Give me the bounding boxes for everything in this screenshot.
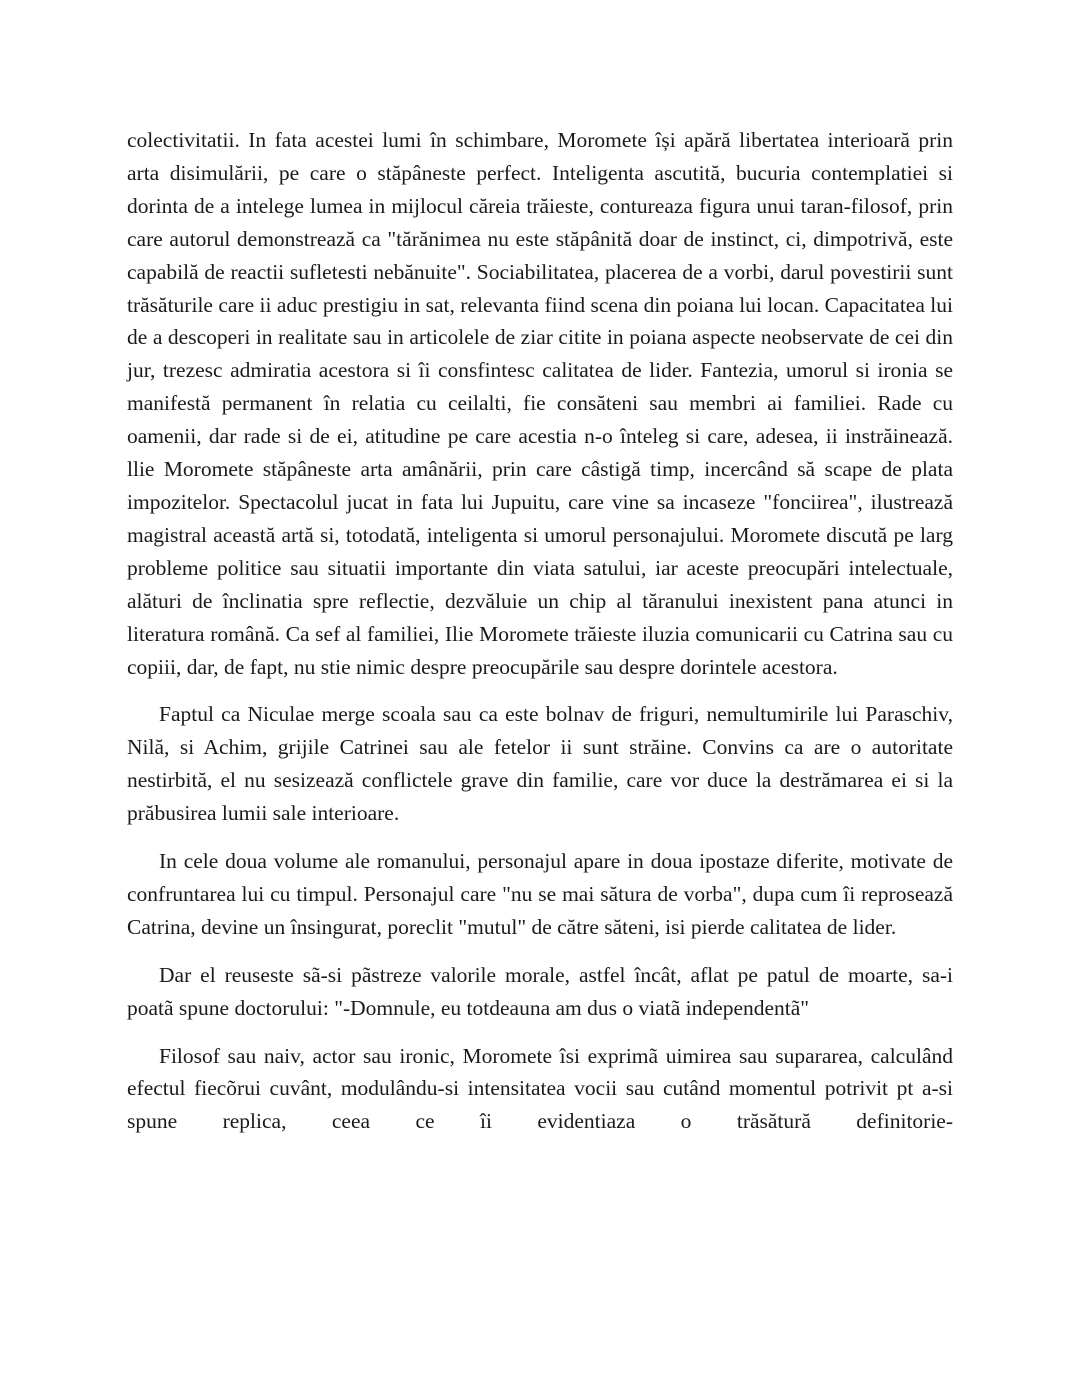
paragraph-1: colectivitatii. In fata acestei lumi în schimbare, Moromete își apără libertatea interioară prin arta disimulării, pe care o stăpâneste perfect. Inteligenta ascutită, bucuria contemplatiei si dorinta de a intelege lumea in mijlocul căreia trăieste, contureaza figura unui taran-filosof, prin care autorul demonstrează ca "tărănimea nu este stăpânită doar de instinct, ci, dimpotrivă, este capabilă de reactii sufletesti nebănuite". Sociabilitatea, placerea de a vorbi, darul povestirii sunt trăsăturile care ii aduc prestigiu in sat, relevanta fiind scena din poiana lui locan. Capacitatea lui de a descoperi in realitate sau in articolele de ziar citite in poiana aspecte neobservate de cei din jur, trezesc admiratia acestora si îi consfintesc calitatea de lider. Fantezia, umorul si ironia se manifestă permanent în relatia cu ceilalti, fie consăteni sau membri ai familiei. Rade cu oamenii, dar rade si de ei, atitudine pe care acestia n-o înteleg si care, adesea, ii instrăinează. llie Moromete stăpâneste arta amânării, prin care câstigă timp, incercând să scape de plata impozitelor. Spectacolul jucat in fata lui Jupuitu, care vine sa incaseze "fonciirea", ilustrează magistral această artă si, totodată, inteligenta si umorul personajului. Moromete discută pe larg probleme politice sau situatii importante din viata satului, iar aceste preocupări intelectuale, alături de înclinatia spre reflectie, dezvăluie un chip al tăranului inexistent pana atunci in literatura română. Ca sef al familiei, Ilie Moromete trăieste iluzia comunicarii cu Catrina sau cu copiii, dar, de fapt, nu stie nimic despre preocupările sau despre dorintele acestora. <box>127 128 953 679</box>
paragraph-5: Filosof sau naiv, actor sau ironic, Moromete îsi exprimã uimirea sau supararea, calculând efectul fiecõrui cuvânt, modulându-si intensitatea vocii sau cutând momentul potrivit pt a-si spune replica, ceea ce îi evidentiaza o trăsătură definitorie- <box>127 1043 953 1134</box>
document-page <box>127 124 953 1153</box>
paragraph-3: In cele doua volume ale romanului, personajul apare in doua ipostaze diferite, motivate de confruntarea lui cu timpul. Personajul care "nu se mai sătura de vorba", dupa cum îi reprosează Catrina, devine un însingurat, poreclit "mutul" de către săteni, isi pierde calitatea de lider. <box>127 849 953 939</box>
paragraph-4: Dar el reuseste sã-si pãstreze valorile morale, astfel încât, aflat pe patul de moarte, sa-i poatã spune doctorului: "-Domnule, eu totdeauna am dus o viatã independentã" <box>127 962 953 1020</box>
paragraph-2: Faptul ca Niculae merge scoala sau ca este bolnav de friguri, nemultumirile lui Paraschiv, Nilă, si Achim, grijile Catrinei sau ale fetelor ii sunt străine. Convins ca are o autoritate nestirbită, el nu sesizează conflictele grave din familie, care vor duce la destrămarea ei si la prăbusirea lumii sale interioare. <box>127 702 953 826</box>
